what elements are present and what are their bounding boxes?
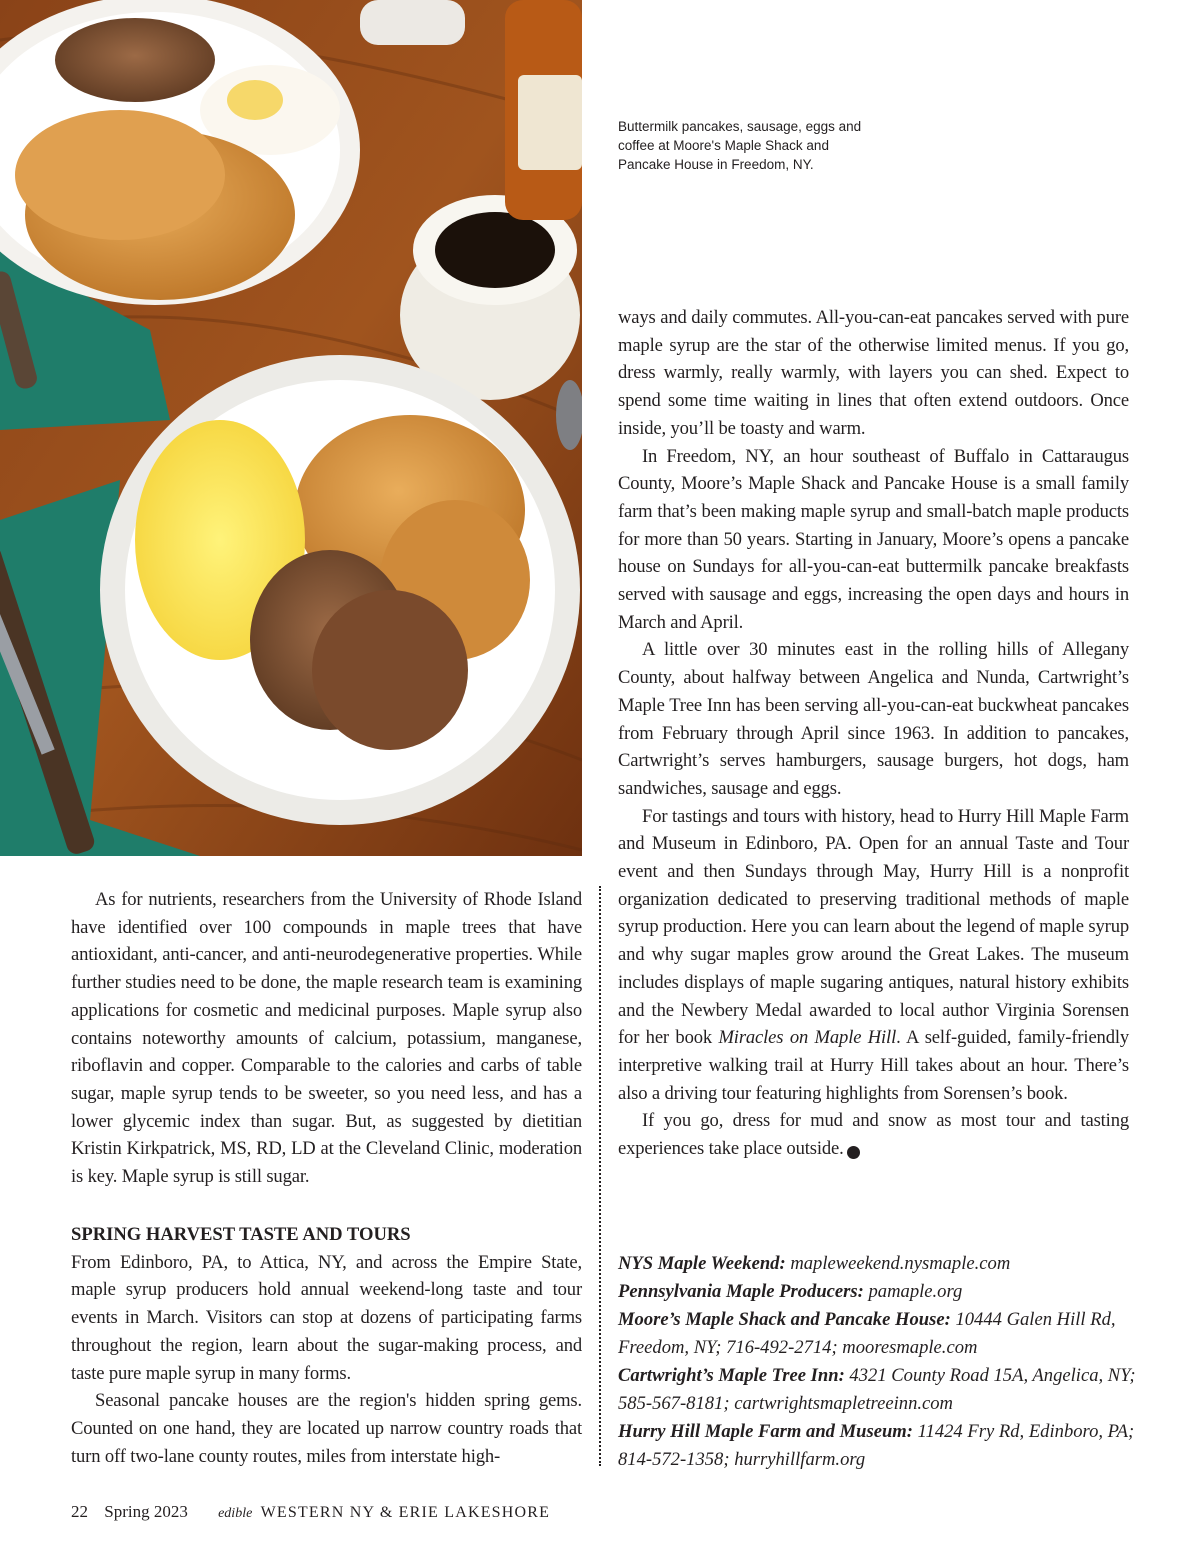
right-column xyxy=(618,304,1129,1163)
resource-item xyxy=(618,1418,1158,1474)
resource-item xyxy=(618,1306,1158,1362)
resource-detail: pamaple.org xyxy=(868,1281,963,1302)
end-mark-icon: e xyxy=(847,1146,860,1159)
spring-harvest-section xyxy=(71,1221,582,1470)
paragraph-nutrients: As for nutrients, researchers from the University of Rhode Island have identified over 100 compounds in maple trees that have antioxidant, anti-cancer, and anti-neurodegenerative properties. While further studies need to be done, the maple research team is examining applications for cosmetic and medicinal purposes. Maple syrup also contains noteworthy amounts of calcium, potassium, manganese, riboflavin and copper. Comparable to the calories and carbs of table sugar, maple syrup tends to be sweeter, so you need less, and has a lower glycemic index than sugar. But, as suggested by dietitian Kristin Kirkpatrick, MS, RD, LD at the Cleveland Clinic, moderation is key. Maple syrup is still sugar. xyxy=(71,889,582,1188)
resource-name: Pennsylvania Maple Producers: xyxy=(618,1281,864,1302)
dress-for-mud-text: If you go, dress for mud and snow as most tour and tasting experiences take place outside. xyxy=(618,1110,1129,1160)
brand-name: WESTERN NY & ERIE LAKESHORE xyxy=(260,1504,551,1521)
resource-detail: mapleweekend.nysmaple.com xyxy=(790,1253,1011,1274)
resource-name: NYS Maple Weekend: xyxy=(618,1253,786,1274)
resource-detail: 10444 Galen Hill Rd, Freedom, NY; 716-492-2714; mooresmaple.com xyxy=(618,1309,1116,1358)
hurry-hill-tail: . A self-guided, family-friendly interpretive walking trail at Hurry Hill takes about an hour. There’s also a driving tour featuring highlights from Sorensen’s book. xyxy=(618,1027,1129,1104)
resource-item xyxy=(618,1250,1158,1278)
resource-name: Moore’s Maple Shack and Pancake House: xyxy=(618,1309,951,1330)
paragraph-cartwrights: A little over 30 minutes east in the rolling hills of Allegany County, about halfway between Angelica and Nunda, Cartwright’s Maple Tree Inn has been serving all-you-can-eat buckwheat pancakes from February through April since 1963. In addition to pancakes, Cartwright’s serves hamburgers, sausage burgers, hot dogs, ham sandwiches, sausage and eggs. xyxy=(618,639,1129,799)
book-title: Miracles on Maple Hill xyxy=(718,1027,897,1049)
resource-name: Hurry Hill Maple Farm and Museum: xyxy=(618,1421,913,1442)
column-divider xyxy=(599,886,601,1466)
resource-detail: 4321 County Road 15A, Angelica, NY; 585-567-8181; cartwrightsmapletreeinn.com xyxy=(618,1365,1136,1414)
brand-prefix: edible xyxy=(218,1506,253,1521)
paragraph-dress-for-mud xyxy=(618,1107,1129,1162)
resource-detail: 11424 Fry Rd, Edinboro, PA; 814-572-1358; hurryhillfarm.org xyxy=(618,1421,1135,1470)
paragraph-highways: ways and daily commutes. All-you-can-eat pancakes served with pure maple syrup are the star of the otherwise limited menus. If you go, dress warmly, really warmly, with layers you can shed. Expect to spend some time waiting in lines that often extend outdoors. Once inside, you’ll be toasty and warm. xyxy=(618,307,1129,439)
section-heading: SPRING HARVEST TASTE AND TOURS xyxy=(71,1224,411,1245)
photo-caption: Buttermilk pancakes, sausage, eggs and coffee at Moore's Maple Shack and Pancake House in Freedom, NY. xyxy=(618,119,862,172)
page-footer xyxy=(71,1502,550,1522)
resource-item xyxy=(618,1278,1158,1306)
paragraph-hurry-hill xyxy=(618,803,1129,1108)
paragraph-pancake-houses: Seasonal pancake houses are the region's hidden spring gems. Counted on one hand, they are located up narrow country roads that turn off two-lane county routes, miles from interstate high- xyxy=(71,1390,582,1467)
left-column xyxy=(71,886,582,1191)
paragraph-taste-tour: From Edinboro, PA, to Attica, NY, and across the Empire State, maple syrup producers hold annual weekend-long taste and tour events in March. Visitors can stop at dozens of participating farms throughout the region, learn about the sugar-making process, and taste pure maple syrup in many forms. xyxy=(71,1251,582,1384)
paragraph-moores: In Freedom, NY, an hour southeast of Buffalo in Cattaraugus County, Moore’s Maple Shack and Pancake House is a small family farm that’s been making maple syrup and small-batch maple products for more than 50 years. Starting in January, Moore’s opens a pancake house on Sundays for all-you-can-eat buttermilk pancake breakfasts served with sausage and eggs, increasing the open days and hours in March and April. xyxy=(618,445,1129,633)
resources-list xyxy=(618,1250,1158,1474)
hurry-hill-text: For tastings and tours with history, head to Hurry Hill Maple Farm and Museum in Edinboro, PA. Open for an annual Taste and Tour event and then Sundays through May, Hurry Hill is a nonprofit organization dedicated to preserving traditional methods of maple syrup production. Here you can learn about the legend of maple syrup and why sugar maples grow around the Great Lakes. The museum includes displays of maple sugaring antiques, natural history exhibits and the Newbery Medal awarded to local author Virginia Sorensen for her book xyxy=(618,805,1129,1049)
resource-item xyxy=(618,1362,1158,1418)
resource-name: Cartwright’s Maple Tree Inn: xyxy=(618,1365,845,1386)
issue-label: Spring 2023 xyxy=(104,1502,188,1521)
breakfast-photo xyxy=(0,0,582,856)
page-number: 22 xyxy=(71,1502,88,1521)
